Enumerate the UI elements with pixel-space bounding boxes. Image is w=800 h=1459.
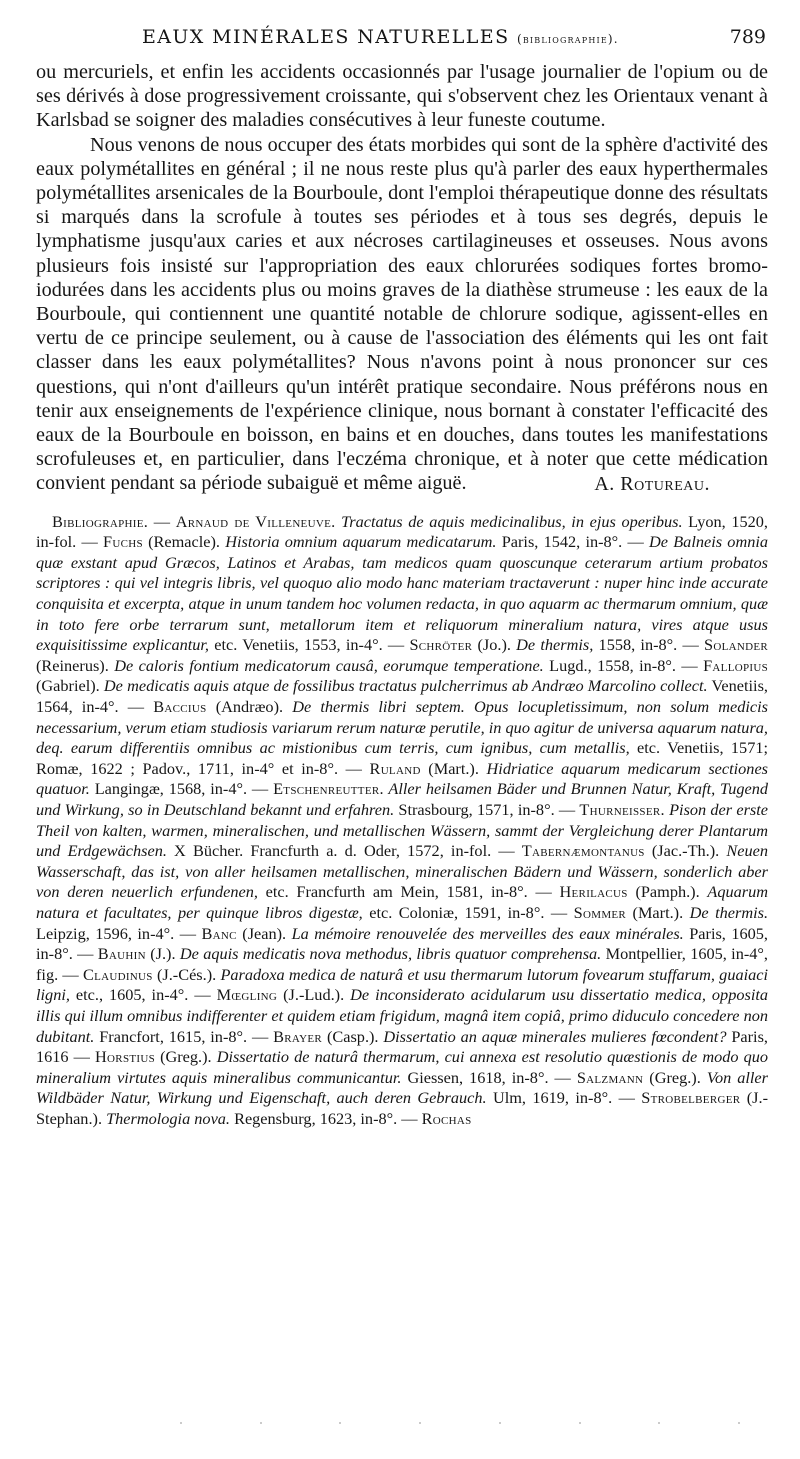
bibliography-author: Herilacus — [559, 882, 628, 902]
bibliography-author: Thurneisser. — [579, 799, 665, 819]
bibliography-text: (J.-Cés.). — [152, 964, 221, 984]
bibliography-text: etc. Venetiis, 1571; Romæ, 1622 ; Padov., 1711, in-4° et in-8°. — — [36, 738, 768, 778]
bibliography-text: Paris, 1616 — — [36, 1026, 768, 1067]
bibliography-author: Mœgling — [216, 985, 278, 1005]
bibliography-title: Historia omnium aquarum medicatarum. — [225, 532, 497, 552]
bibliography-author: Bauhin — [97, 944, 146, 964]
bibliography-title: De Balneis omnia quæ exstant apud Græcos, Latinos et Arabas, tam medicos quam quoscunque ceterarum artium probatos scriptores : qui vel integris libris, vel quoquo alio modo hanc materiam tractaverunt : nuper hinc inde accurate conquisita et excerpta, atque in unum tandem hoc volumen redacta, in quo aquarm ac thermarum omnium, quæ in toto fere orbe terrarum sunt, metallorum item et reliquorum mineralium natura, vires atque usus exquisitissime explicantur, — [36, 532, 769, 655]
page-number: 789 — [729, 26, 766, 48]
article-body — [36, 60, 768, 496]
bibliography-author: Bibliographie. — [52, 511, 149, 531]
bibliography-text: etc., 1605, in-4°. — — [69, 985, 217, 1005]
bibliography-title: Hidriatice aquarum medicarum sectiones quatuor. — [36, 758, 769, 799]
bibliography-title: Neuen Wasserschaft, das ist, von aller heilsamen metallischen, mineralischen Bädern und Wässern, sonderlich aber von deren neuerlich erfundenen, — [36, 841, 768, 902]
bibliography-author: Horstius — [95, 1047, 155, 1067]
bibliography-text: (J.-Stephan.). — [36, 1088, 768, 1128]
bibliography-text: Montpellier, 1605, in-4°, fig. — — [36, 944, 768, 984]
bibliography-author: Sommer — [573, 902, 627, 922]
bibliography — [36, 512, 768, 1130]
running-title-main: EAUX MINÉRALES NATURELLES — [142, 26, 510, 48]
paragraph-1: ou mercuriels, et enfin les accidents occasionnés par l'usage journalier de l'opium ou de ses dérivés à dose progressivement croissante, qui s'observent chez les Orientaux venant à Karlsbad se soigner des maladies consécutives à leur funeste coutume. — [36, 61, 768, 132]
bibliography-text: X Bücher. Francfurth a. d. Oder, 1572, in-fol. — — [166, 841, 522, 861]
paragraph-2: Nous venons de nous occuper des états morbides qui sont de la sphère d'activité des eaux polymétallites en général ; il ne nous reste plus qu'à parler des eaux hyperthermales polymétallites arsenicales de la Bourboule, dont l'emploi thérapeutique donne des résultats si marqués dans la scrofule à toutes ses périodes et à tous ses degrés, depuis le lymphatisme jusqu'aux caries et aux nécroses cartilagineuses et osseuses. Nous avons plusieurs fois insisté sur l'appropriation des eaux chlorurées sodiques fortes bromo-iodurées dans les accidents plus ou moins graves de la diathèse strumeuse : les eaux de la Bourboule, qui contiennent une quantité notable de chlorure sodique, agissent-elles en vertu de ce principe seulement, ou à cause de l'association des éléments qui les ont fait classer dans les eaux polymétallites? Nous n'avons point à nous prononcer sur ces questions, qui n'ont d'ailleurs qu'un intérêt pratique secondaire. Nous préférons nous en tenir aux enseignements de l'expérience clinique, nous bornant à constater l'efficacité des eaux de la Bourboule en boisson, en bains et en douches, dans toutes les manifestations scrofuleuses et, en particulier, dans l'eczéma chronique, et à noter que cette médication convient pendant sa période subaiguë et même aiguë. — [36, 133, 768, 495]
bibliography-title: Aller heilsamen Bäder und Brunnen Natur, Kraft, Tugend und Wirkung, so in Deutschland bekannt und erfahren. — [36, 779, 768, 819]
bibliography-text: (J.). — [145, 944, 180, 964]
bibliography-title: Aquarum natura et facultates, per quinque libros digestæ, — [36, 882, 768, 922]
bibliography-text: etc. Francfurth am Mein, 1581, in-8°. — — [257, 882, 560, 902]
author-signature: A. Rotureau. — [594, 472, 710, 495]
bibliography-title: Von aller Wildbäder Natur, Wirkung und Eigenschaft, auch deren Gebrauch. — [36, 1067, 768, 1108]
bibliography-author: Fallopius — [703, 655, 769, 675]
bibliography-text: Ulm, 1619, in-8°. — — [486, 1088, 642, 1108]
bibliography-title: Thermologia nova. — [106, 1108, 231, 1128]
bibliography-text: — — [148, 511, 176, 531]
bibliography-text: (Mart.). — [626, 902, 690, 922]
running-header — [36, 26, 768, 60]
bibliography-text: (Jean). — [236, 923, 292, 943]
bibliography-text: etc. Coloniæ, 1591, in-8°. — — [362, 902, 574, 922]
bibliography-text: (Greg.). — [155, 1047, 217, 1067]
bibliography-title: De thermis libri septem. Opus locupletissimum, non solum medicis necessarium, verum etiam studiosis variarum rerum naturæ perutile, in quo agitur de universa aquarum natura, deq. earum differentiis omnibus ac mistionibus cum terris, cum ignibus, cum metallis, — [36, 697, 769, 758]
bibliography-author: Fuchs — [103, 532, 143, 552]
bibliography-title: De medicatis aquis atque de fossilibus tractatus pulcherrimus ab Andræo Marcolino collect. — [103, 676, 708, 696]
bottom-dot-line — [180, 1422, 740, 1426]
bibliography-title: De caloris fontium medicatorum causâ, eorumque temperatione. — [114, 655, 544, 675]
bibliography-title: La mémoire renouvelée des merveilles des eaux minérales. — [291, 923, 684, 943]
bibliography-text: Venetiis, 1564, in-4°. — — [36, 676, 768, 716]
bibliography-text: Strasbourg, 1571, in-8°. — — [394, 799, 580, 819]
bibliography-title: De thermis. — [689, 902, 769, 922]
bibliography-title: Tractatus de aquis medicinalibus, in ejus operibus. — [335, 511, 683, 531]
bibliography-text: Regensburg, 1623, in-8°. — — [230, 1108, 422, 1128]
bibliography-author: Baccius — [153, 697, 207, 716]
bibliography-author: Salzmann — [576, 1067, 644, 1087]
bibliography-text: Francfort, 1615, in-8°. — — [94, 1026, 274, 1046]
bibliography-author: Banc — [201, 923, 237, 943]
bibliography-text: Giessen, 1618, in-8°. — — [401, 1067, 577, 1087]
bibliography-text: Lugd., 1558, in-8°. — — [543, 655, 704, 675]
bibliography-text: 1558, in-8°. — — [593, 635, 704, 655]
bibliography-text: (Pamph.). — [627, 882, 708, 902]
bibliography-title: De inconsiderato acidularum usu dissertatio medica, opposita illis qui illum omnibus indifferenter et quidem etiam frigidum, magnâ item copiâ, primo diduculo concedere non dubitant. — [36, 985, 769, 1046]
bibliography-title: Dissertatio an aquæ minerales mulieres fœcondent? — [383, 1026, 727, 1046]
bibliography-text: Paris, 1542, in-8°. — — [496, 532, 650, 552]
bibliography-author: Rochas — [421, 1108, 472, 1128]
bibliography-title: De aquis medicatis nova methodus, libris quatuor comprehensa. — [179, 944, 602, 964]
bibliography-text: (Gabriel). — [36, 676, 104, 696]
bibliography-text: Lyon, 1520, in-fol. — — [36, 511, 768, 552]
bibliography-text: (Casp.). — [322, 1026, 384, 1046]
running-title-subtitle: (bibliographie). — [516, 32, 619, 46]
bibliography-author: Claudinus — [82, 964, 153, 984]
bibliography-text: (J.-Lud.). — [277, 985, 351, 1005]
bibliography-text: Paris, 1605, in-8°. — — [36, 923, 768, 964]
bibliography-author: Ruland — [369, 758, 421, 778]
bibliography-title: Pison der erste Theil von kalten, warmen, mineralischen, und metallischen Wässern, sammt der Vergleichung derer Plantarum und Erdgewächsen. — [36, 799, 768, 861]
bibliography-text: (Remacle). — [142, 532, 226, 552]
bibliography-text: etc. Venetiis, 1553, in-4°. — — [209, 635, 410, 655]
bibliography-text: (Mart.). — [420, 758, 487, 778]
bibliography-text: Leipzig, 1596, in-4°. — — [36, 923, 202, 943]
bibliography-author: Etschenreutter. — [273, 779, 384, 799]
bibliography-author: Solander — [704, 635, 769, 655]
bibliography-author: Schröter — [409, 635, 473, 655]
bibliography-author: Arnaud de Villeneuve. — [175, 511, 336, 531]
bibliography-author: Tabernæmontanus — [521, 841, 645, 861]
bibliography-text: (Jo.). — [472, 635, 517, 655]
bibliography-text: (Reinerus). — [36, 655, 115, 675]
running-title — [142, 26, 619, 48]
bibliography-title: Dissertatio de naturâ thermarum, cui annexa est resolutio quæstionis de modo quo mineralium virtutes aquis mineralibus communicantur. — [36, 1047, 769, 1087]
bibliography-title: Paradoxa medica de naturâ et usu thermarum lutorum fovearum stuffarum, guaiaci ligni, — [36, 964, 769, 1005]
bibliography-author: Strobelberger — [641, 1088, 741, 1108]
bibliography-author: Brayer — [273, 1026, 323, 1046]
bibliography-text: Langingæ, 1568, in-4°. — — [89, 779, 274, 799]
bibliography-title: De thermis, — [516, 635, 594, 655]
bibliography-text: (Greg.). — [643, 1067, 707, 1087]
bibliography-text: (Andræo). — [206, 697, 293, 716]
bibliography-text: (Jac.-Th.). — [644, 841, 727, 861]
